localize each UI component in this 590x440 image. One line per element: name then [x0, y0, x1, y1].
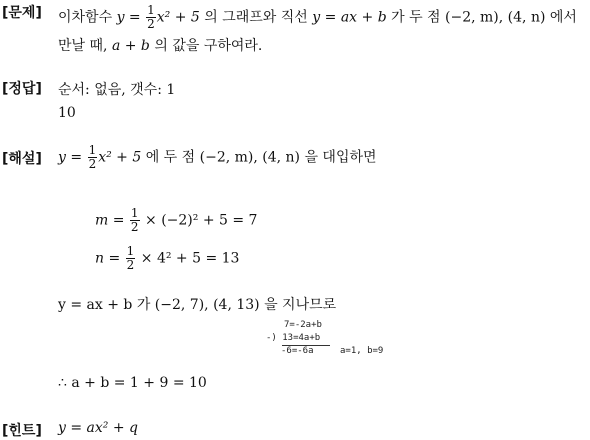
eq-n-frac-num: 1 — [126, 244, 135, 258]
eq-m-fraction — [130, 207, 140, 234]
problem-line-eq: y = ax + b — [312, 9, 387, 26]
eq-n-eq: = — [104, 250, 125, 267]
equation-n — [95, 245, 239, 272]
solution-pass-line: y = ax + b 가 (−2, 7), (4, 13) 을 지나므로 — [58, 297, 337, 313]
problem-func-rest: x² + 5 — [156, 9, 200, 26]
calc-line-3: -6=-6a — [281, 346, 314, 356]
problem-suffix: 에서 — [545, 9, 577, 26]
answer-meta: 순서: 없음, 갯수: 1 — [58, 82, 176, 98]
equation-m — [95, 207, 257, 234]
problem-func-eq: = — [124, 9, 146, 26]
solution-frac-den: 2 — [88, 157, 97, 171]
problem-prefix: 이차함수 — [58, 9, 113, 26]
problem-func-lhs: y — [116, 9, 125, 26]
solution-frac-num: 1 — [88, 143, 97, 157]
solution-conclusion: ∴ a + b = 1 + 9 = 10 — [58, 375, 207, 391]
hint-label: [힌트] — [2, 423, 42, 439]
calc-line-1: 7=-2a+b — [284, 320, 322, 330]
problem-frac-num: 1 — [147, 3, 155, 17]
problem-frac-den: 2 — [147, 17, 155, 31]
problem-line2-expr: a + b — [111, 38, 150, 54]
calc-line-2: -) 13=4a+b — [266, 333, 321, 343]
eq-n-frac-den: 2 — [126, 258, 135, 272]
solution-fraction — [88, 144, 98, 171]
problem-line-2 — [58, 35, 262, 55]
eq-m-lhs: m — [95, 212, 109, 229]
problem-mid2: 가 두 점 — [386, 9, 446, 26]
problem-line2-suffix: 의 값을 구하여라. — [149, 38, 263, 54]
answer-value: 10 — [58, 105, 76, 121]
problem-line2-text: 만날 때, — [58, 38, 112, 54]
solution-line-1 — [58, 144, 377, 171]
eq-m-rest: × (−2)² + 5 = 7 — [140, 212, 258, 229]
eq-m-frac-den: 2 — [130, 220, 139, 234]
problem-fraction — [146, 4, 156, 31]
solution-line1-suffix: 에 두 점 (−2, m), (4, n) 을 대입하면 — [141, 149, 377, 166]
problem-points: (−2, m), (4, n) — [445, 9, 546, 26]
eq-n-fraction — [126, 245, 136, 272]
solution-func-eq: = — [65, 149, 87, 166]
eq-n-lhs: n — [95, 250, 105, 267]
eq-m-frac-num: 1 — [130, 206, 139, 220]
eq-n-rest: × 4² + 5 = 13 — [136, 250, 240, 267]
problem-line-1 — [58, 4, 577, 31]
answer-label: [정답] — [2, 81, 42, 97]
solution-func-lhs: y — [58, 149, 66, 166]
solution-label: [해설] — [2, 151, 42, 167]
eq-m-eq: = — [108, 212, 129, 229]
problem-label: [문제] — [2, 5, 42, 21]
problem-mid: 의 그래프와 직선 — [199, 9, 313, 26]
hint-expression: y = ax² + q — [58, 420, 138, 436]
calc-result: a=1, b=9 — [340, 346, 384, 356]
solution-func-rest: x² + 5 — [98, 149, 142, 166]
